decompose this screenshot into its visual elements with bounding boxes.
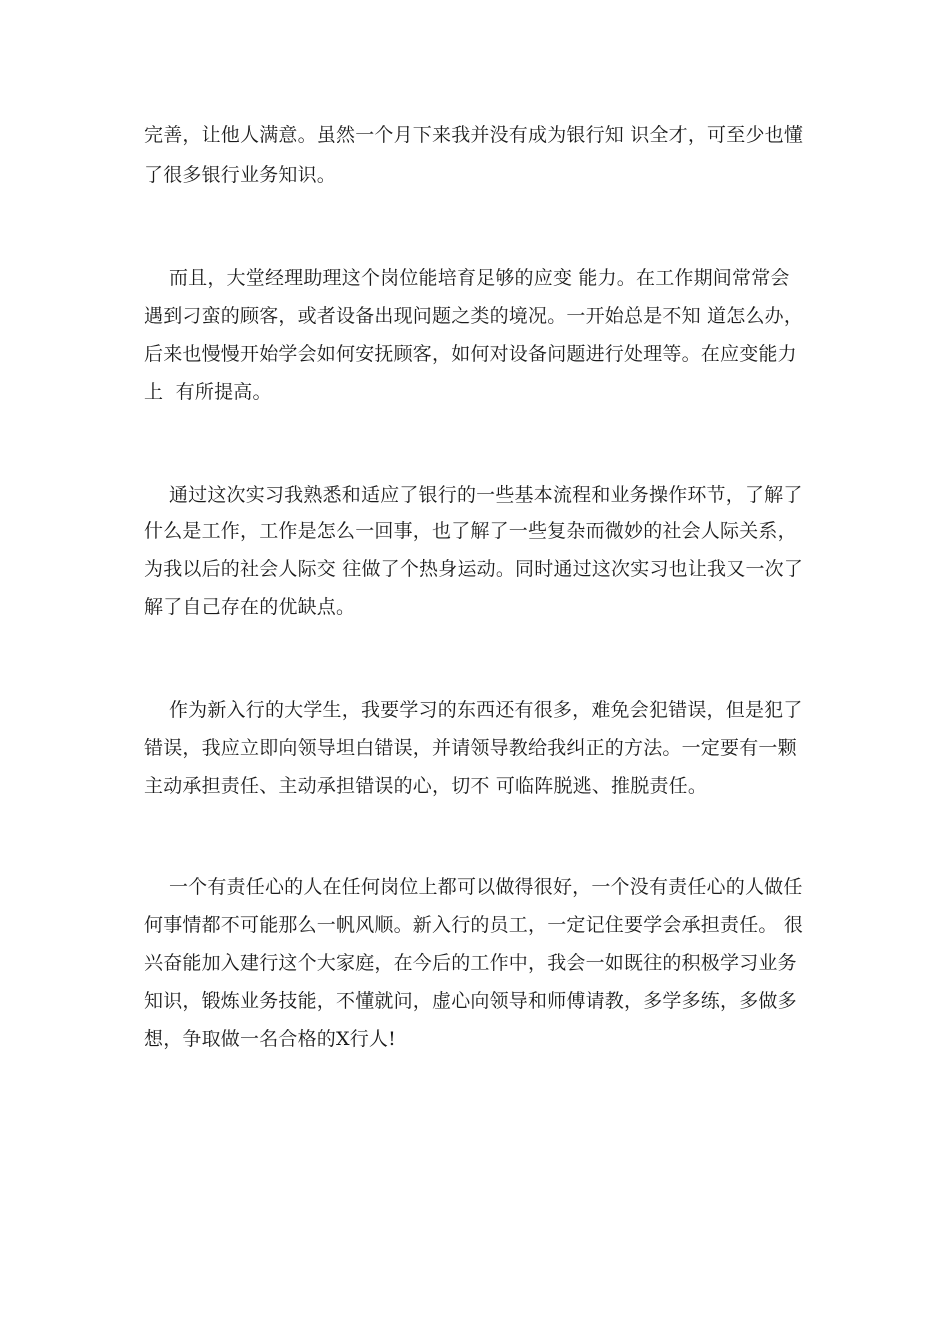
paragraph-1-line-1: 完善，让他人满意。虽然一个月下来我并没有成为银行知 识全才，可至少也懂	[144, 124, 804, 146]
paragraph-2-line-1: 而且，大堂经理助理这个岗位能培育足够的应变 能力。在工作期间常常会	[144, 267, 790, 289]
paragraph-2-line-2: 遇到刁蛮的顾客，或者设备出现问题之类的境况。一开始总是不知 道怎么办，	[144, 305, 804, 327]
paragraph-5-line-4: 知识，锻炼业务技能，不懂就问，虚心向领导和师傅请教，多学多练，多做多	[144, 990, 797, 1012]
paragraph-3-line-1: 通过这次实习我熟悉和适应了银行的一些基本流程和业务操作环节，了解了	[144, 484, 803, 506]
paragraph-5-line-2: 何事情都不可能那么一帆风顺。新入行的员工，一定记住要学会承担责任。 很	[144, 914, 804, 936]
paragraph-5-line-3: 兴奋能加入建行这个大家庭，在今后的工作中，我会一如既往的积极学习业务	[144, 952, 797, 974]
paragraph-2-line-4: 上 有所提高。	[144, 381, 272, 403]
paragraph-4-line-3: 主动承担责任、主动承担错误的心，切不 可临阵脱逃、推脱责任。	[144, 775, 708, 797]
paragraph-3-line-2: 什么是工作，工作是怎么一回事，也了解了一些复杂而微妙的社会人际关系，	[144, 520, 797, 542]
paragraph-1-line-2: 了很多银行业务知识。	[144, 164, 337, 186]
paragraph-5-line-1: 一个有责任心的人在任何岗位上都可以做得很好，一个没有责任心的人做任	[144, 876, 803, 898]
paragraph-4-line-1: 作为新入行的大学生，我要学习的东西还有很多，难免会犯错误，但是犯了	[144, 699, 803, 721]
paragraph-5-line-5: 想，争取做一名合格的X行人!	[144, 1028, 396, 1050]
paragraph-3-line-3: 为我以后的社会人际交 往做了个热身运动。同时通过这次实习也让我又一次了	[144, 558, 804, 580]
paragraph-2-line-3: 后来也慢慢开始学会如何安抚顾客，如何对设备问题进行处理等。在应变能力	[144, 343, 797, 365]
paragraph-3-line-4: 解了自己存在的优缺点。	[144, 596, 356, 618]
paragraph-4-line-2: 错误，我应立即向领导坦白错误，并请领导教给我纠正的方法。一定要有一颗	[144, 737, 797, 759]
